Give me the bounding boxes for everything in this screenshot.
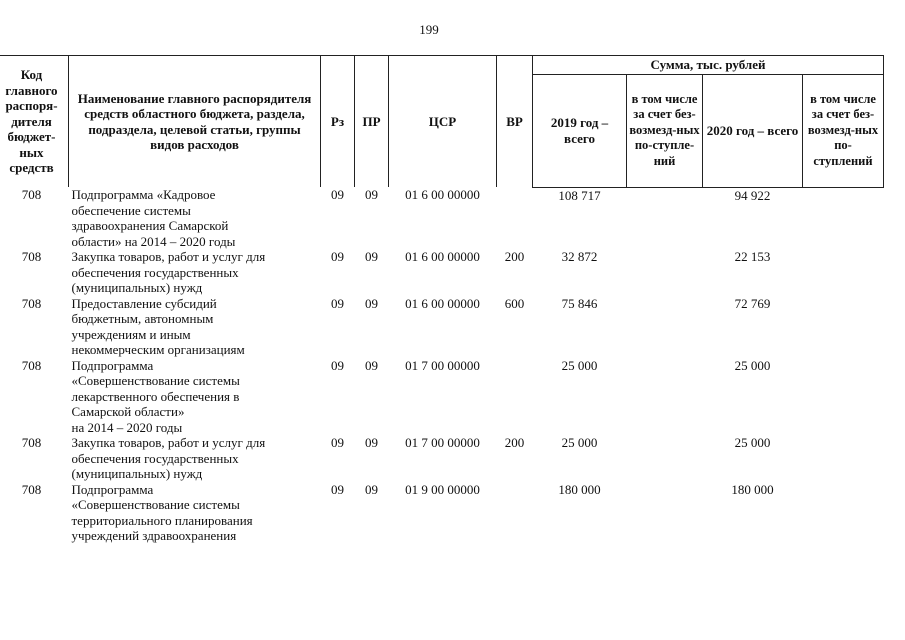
cell-csr: 01 7 00 00000 xyxy=(405,357,480,373)
cell-sum-2019-free xyxy=(627,358,703,436)
header-row-top xyxy=(0,56,884,75)
cell-csr: 01 6 00 00000 xyxy=(405,295,480,311)
cell-pr: 09 xyxy=(365,249,378,264)
cell-sum-2019-total: 180 000 xyxy=(558,481,601,497)
header-sum-2019-free: в том числе за счет без-возмезд-ных по-ступле-ний xyxy=(627,74,703,187)
cell-name: Подпрограмма «Совершенствование системы лекарственного обеспечения в Самарской области» на 2014 – 2020 годы xyxy=(71,357,240,435)
cell-sum-2019-free xyxy=(627,435,703,482)
cell-pr: 09 xyxy=(365,435,378,450)
cell-sum-2020-total: 25 000 xyxy=(734,435,771,450)
cell-code: 708 xyxy=(21,435,42,450)
cell-pr: 09 xyxy=(365,357,378,373)
cell-sum-2020-free xyxy=(803,358,884,436)
header-sum-2020-total: 2020 год – всего xyxy=(703,74,803,187)
cell-vr xyxy=(497,187,533,249)
cell-vr: 200 xyxy=(504,435,525,450)
cell-name: Предоставление субсидий бюджетным, автономным учреждениям и иным некоммерческим организациям xyxy=(71,295,245,357)
cell-name: Закупка товаров, работ и услуг для обеспечения государственных (муниципальных) нужд xyxy=(71,435,266,481)
cell-code: 708 xyxy=(21,481,42,497)
cell-pr: 09 xyxy=(365,481,378,497)
header-vr: ВР xyxy=(497,56,533,188)
cell-code: 708 xyxy=(21,249,42,264)
table-row xyxy=(0,482,884,544)
cell-name: Закупка товаров, работ и услуг для обеспечения государственных (муниципальных) нужд xyxy=(71,249,266,295)
cell-sum-2019-total: 32 872 xyxy=(561,249,598,264)
cell-vr xyxy=(497,482,533,544)
cell-code: 708 xyxy=(21,295,42,311)
page-number: 199 xyxy=(419,22,439,37)
table-row xyxy=(0,435,884,482)
cell-rz: 09 xyxy=(331,435,344,450)
cell-sum-2019-free xyxy=(627,296,703,358)
table-row xyxy=(0,358,884,436)
cell-csr: 01 6 00 00000 xyxy=(405,187,480,202)
cell-sum-2020-free xyxy=(803,296,884,358)
cell-sum-2020-total: 180 000 xyxy=(731,481,774,497)
header-rz: Рз xyxy=(321,56,355,188)
cell-rz: 09 xyxy=(331,481,344,497)
cell-vr: 600 xyxy=(504,295,525,311)
budget-table xyxy=(0,55,884,544)
cell-vr xyxy=(497,358,533,436)
cell-code: 708 xyxy=(21,187,42,202)
cell-sum-2020-free xyxy=(803,435,884,482)
cell-csr: 01 7 00 00000 xyxy=(405,435,480,450)
cell-sum-2020-free xyxy=(803,187,884,249)
cell-sum-2019-total: 75 846 xyxy=(561,295,598,311)
cell-sum-2019-free xyxy=(627,187,703,249)
cell-csr: 01 6 00 00000 xyxy=(405,249,480,264)
cell-rz: 09 xyxy=(331,249,344,264)
cell-name: Подпрограмма «Совершенствование системы территориального планирования учреждений здравоохранения xyxy=(71,481,253,543)
cell-sum-2020-total: 22 153 xyxy=(734,249,771,264)
cell-vr: 200 xyxy=(504,249,525,264)
header-name: Наименование главного распорядителя средств областного бюджета, раздела, подраздела, целевой статьи, группы видов расходов xyxy=(69,56,321,188)
header-sum-group: Сумма, тыс. рублей xyxy=(533,56,884,75)
header-csr: ЦСР xyxy=(389,56,497,188)
header-code: Код главного распоря-дителя бюджет-ных средств xyxy=(0,56,69,188)
cell-sum-2020-free xyxy=(803,249,884,296)
cell-sum-2020-total: 72 769 xyxy=(734,295,771,311)
table-row xyxy=(0,249,884,296)
header-sum-2020-free: в том числе за счет без-возмезд-ных по-ступлений xyxy=(803,74,884,187)
table-row xyxy=(0,296,884,358)
cell-sum-2019-total: 25 000 xyxy=(561,435,598,450)
cell-pr: 09 xyxy=(365,295,378,311)
cell-rz: 09 xyxy=(331,295,344,311)
cell-sum-2020-total: 94 922 xyxy=(734,187,771,203)
cell-rz: 09 xyxy=(331,187,344,202)
cell-sum-2020-total: 25 000 xyxy=(734,357,771,373)
cell-sum-2019-total: 25 000 xyxy=(561,357,598,373)
cell-csr: 01 9 00 00000 xyxy=(405,481,480,497)
cell-sum-2019-free xyxy=(627,249,703,296)
header-pr: ПР xyxy=(355,56,389,188)
cell-sum-2019-free xyxy=(627,482,703,544)
cell-rz: 09 xyxy=(331,357,344,373)
cell-sum-2019-total: 108 717 xyxy=(558,187,601,203)
cell-name: Подпрограмма «Кадровое обеспечение системы здравоохранения Самарской области» на 2014 – 2020 годы xyxy=(71,187,236,249)
cell-code: 708 xyxy=(21,357,42,373)
cell-pr: 09 xyxy=(365,187,378,202)
cell-sum-2020-free xyxy=(803,482,884,544)
header-sum-2019-total: 2019 год – всего xyxy=(533,74,627,187)
table-row xyxy=(0,187,884,249)
